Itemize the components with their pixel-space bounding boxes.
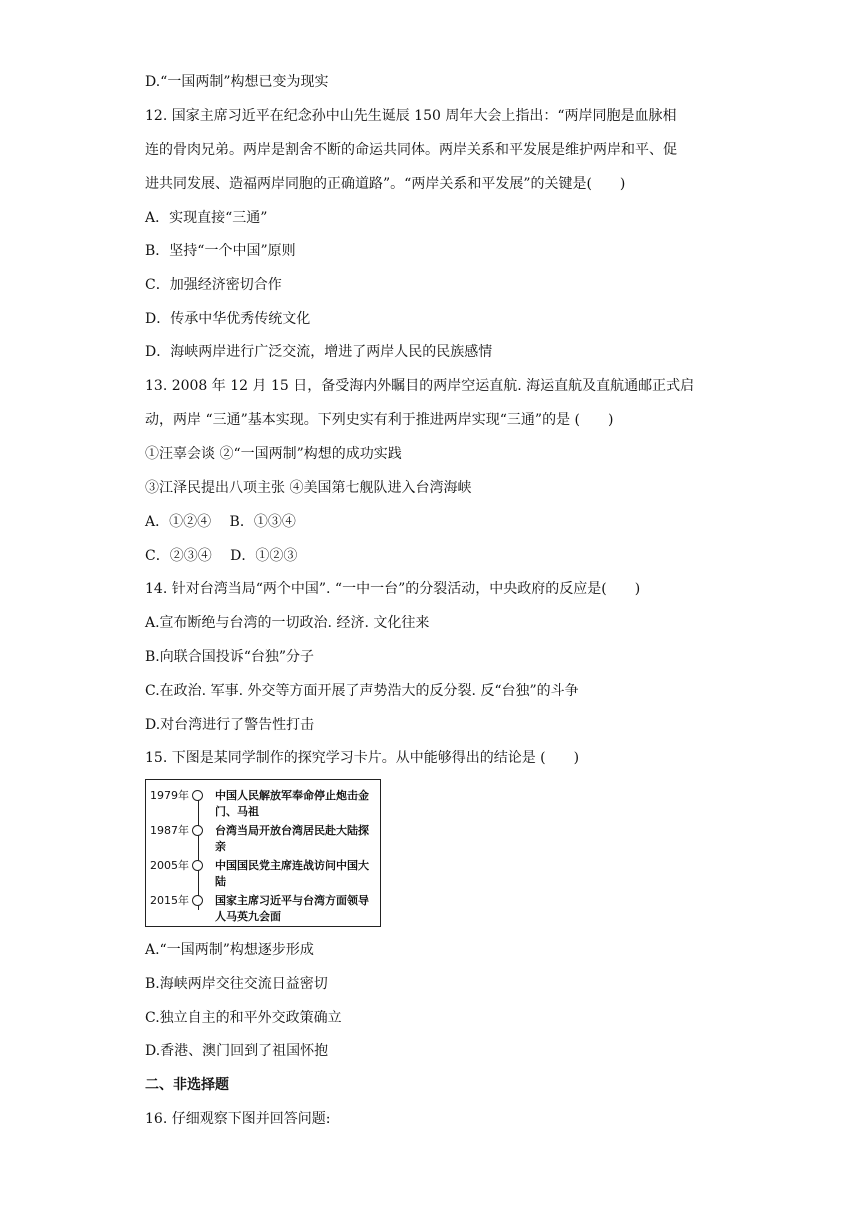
q12-stem-line-2: 连的骨肉兄弟。两岸是割舍不断的命运共同体。两岸关系和平发展是维护两岸和平、促: [145, 142, 677, 158]
section-heading: 二、非选择题: [145, 1077, 229, 1093]
q12-option-d: D．传承中华优秀传统文化: [145, 311, 311, 327]
timeline-entry: [146, 893, 382, 929]
q13-options-ab: A．①②④ B．①③④: [145, 514, 296, 530]
timeline-event: 中国人民解放军奉命停止炮击金门、马祖: [215, 789, 369, 818]
study-card-timeline: [145, 779, 381, 927]
q13-stem-line-2: 动，两岸 “三通”基本实现。下列史实有利于推进两岸实现“三通”的是 ( ): [145, 412, 614, 428]
q16-stem: 16. 仔细观察下图并回答问题:: [145, 1111, 331, 1127]
timeline-year: 2015年: [150, 894, 189, 907]
q15-option-b: B.海峡两岸交往交流日益密切: [145, 976, 328, 992]
q12-option-c: C．加强经济密切合作: [145, 277, 282, 293]
timeline-event: 国家主席习近平与台湾方面领导人马英九会面: [215, 894, 369, 923]
q13-items-line-1: ①汪辜会谈 ②“一国两制”构想的成功实践: [145, 446, 402, 462]
q15-stem: 15. 下图是某同学制作的探究学习卡片。从中能够得出的结论是 ( ): [145, 750, 580, 766]
timeline-year: 1987年: [150, 824, 189, 837]
q14-stem: 14. 针对台湾当局“两个中国”. “一中一台”的分裂活动，中央政府的反应是( ): [145, 581, 641, 597]
timeline-node-icon: [192, 790, 203, 801]
q14-option-a: A.宣布断绝与台湾的一切政治. 经济. 文化往来: [145, 615, 430, 631]
q12-stem-line-3: 进共同发展、造福两岸同胞的正确道路”。“两岸关系和平发展”的关键是( ): [145, 176, 626, 192]
q14-option-c: C.在政治. 军事. 外交等方面开展了声势浩大的反分裂. 反“台独”的斗争: [145, 683, 579, 699]
q11-option-d: D.“一国两制”构想已变为现实: [145, 74, 329, 90]
q15-option-d: D.香港、澳门回到了祖国怀抱: [145, 1043, 329, 1059]
q13-options-cd: C．②③④ D．①②③: [145, 548, 298, 564]
timeline-event: 台湾当局开放台湾居民赴大陆探亲: [215, 824, 369, 853]
timeline-event: 中国国民党主席连战访问中国大陆: [215, 859, 369, 888]
q15-option-c: C.独立自主的和平外交政策确立: [145, 1010, 342, 1026]
timeline-entry: [146, 858, 382, 894]
timeline-entry: [146, 823, 382, 859]
q14-option-d: D.对台湾进行了警告性打击: [145, 717, 315, 733]
timeline-node-icon: [192, 860, 203, 871]
q13-stem-line-1: 13. 2008 年 12 月 15 日，备受海内外瞩目的两岸空运直航. 海运直航及直航通邮正式启: [145, 378, 695, 394]
q12-option-b: B．坚持“一个中国”原则: [145, 243, 296, 259]
q12-option-d-extra: D．海峡两岸进行广泛交流，增进了两岸人民的民族感情: [145, 344, 493, 360]
q14-option-b: B.向联合国投诉“台独”分子: [145, 649, 315, 665]
q15-option-a: A.“一国两制”构想逐步形成: [145, 942, 314, 958]
timeline-node-icon: [192, 825, 203, 836]
q12-option-a: A．实现直接“三通”: [145, 210, 268, 226]
q13-items-line-2: ③江泽民提出八项主张 ④美国第七舰队进入台湾海峡: [145, 480, 472, 496]
q12-stem-line-1: 12. 国家主席习近平在纪念孙中山先生诞辰 150 周年大会上指出：“两岸同胞是血脉相: [145, 108, 677, 124]
timeline-year: 2005年: [150, 859, 189, 872]
timeline-node-icon: [192, 895, 203, 906]
timeline-entry: [146, 788, 382, 824]
timeline-year: 1979年: [150, 789, 189, 802]
